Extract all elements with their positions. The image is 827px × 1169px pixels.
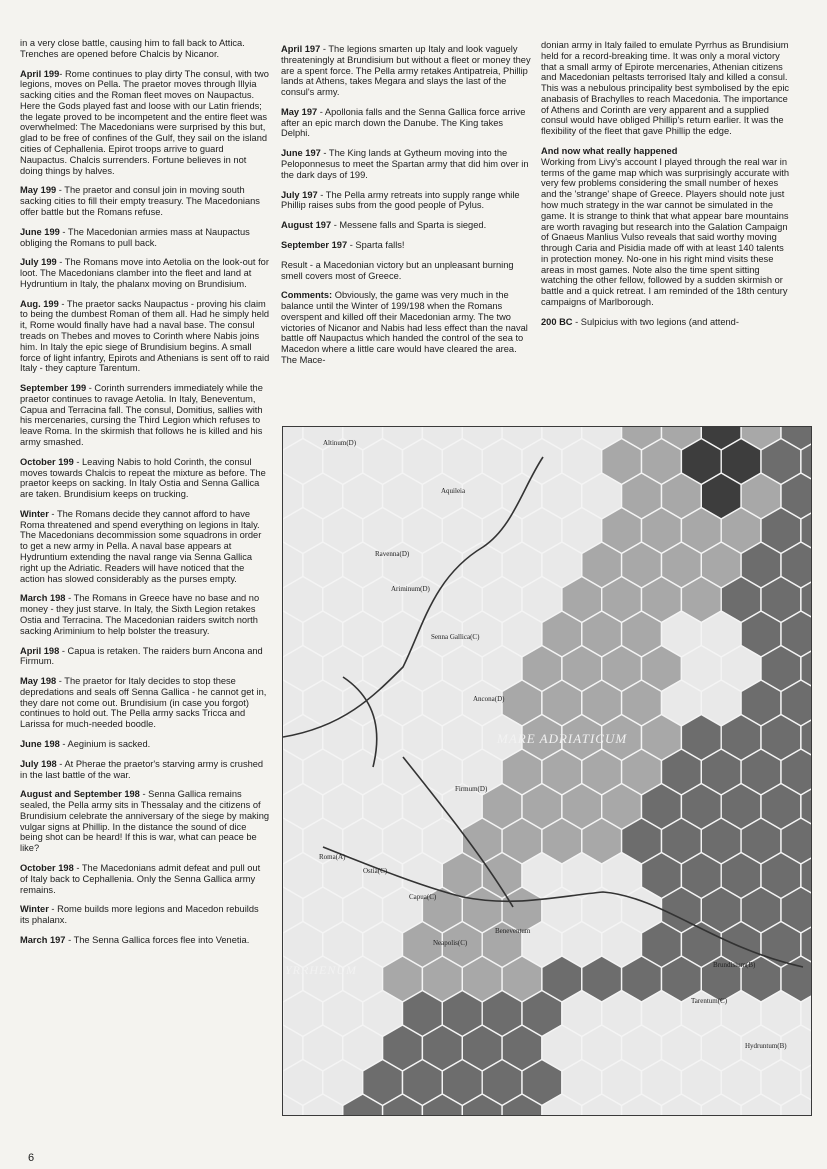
town-label: Firmum(D) bbox=[455, 785, 488, 793]
entry-text: - The Macedonians admit defeat and pull out of Italy back to Cephallenia. Only the Senna Gallica army remains. bbox=[20, 863, 261, 895]
diary-entry bbox=[281, 260, 531, 282]
diary-entry bbox=[20, 646, 270, 668]
town-label: Ostia(C) bbox=[363, 867, 388, 875]
entry-date: April 199 bbox=[20, 68, 60, 79]
town-label: Tarentum(C) bbox=[691, 997, 728, 1005]
hex-grid bbox=[283, 427, 811, 1115]
game-map bbox=[282, 426, 812, 1116]
entry-text: - The praetor sacks Naupactus - proving his claim to being the dumbest Roman of them all. Had he simply held it, Rome would finally have had a naval base. The consul treads on Thebes and moves to Corinth where Nabis joins him. In Italy the epic siege of Brundisium begins. A small force of light infantry, Epirots and Athenians is sent off to raid Italy - they capture Tarentum. bbox=[20, 298, 270, 374]
town-label: Ravenna(D) bbox=[375, 550, 410, 558]
column-3-body: Working from Livy's account I played through the real war in terms of the game map which was surprisingly accurate with very few problems considering the small number of hexes and the 'strange' shape of Greece. Players should note just how much strategy in the war cannot be simulated in the game. It is strange to think that what appear bare mountains are worth ravaging but research into the Galation Campaign of Gnaeus Manlius Vulso reveals that said worthy moving through Caria and Pisidia made off with at least 140 talents in protection money. No-one in his right mind visits these areas in most games. Note also the time spent sitting watching the other fellow, followed by a sudden skirmish or battle and a quick retreat. I am reminded of the 18th century campaigns of Marlborough. bbox=[541, 156, 790, 307]
town-label: Capua(C) bbox=[409, 893, 437, 901]
entry-text: - The Senna Gallica forces flee into Venetia. bbox=[65, 934, 250, 945]
diary-entry bbox=[281, 44, 531, 98]
page-number: 6 bbox=[28, 1152, 35, 1164]
diary-entry bbox=[281, 107, 531, 139]
entry-text: - The praetor for Italy decides to stop these depredations and seals off Senna Gallica - he cannot get in, they dare not come out. Brundisium (in case you forgot) continues to hold out. The Pella army sacks Tricca and Larissa for much-needed boodle. bbox=[20, 676, 267, 730]
diary-entry bbox=[20, 676, 270, 730]
entry-date: Aug. 199 bbox=[20, 298, 59, 309]
diary-entry bbox=[281, 148, 531, 180]
town-label: Hydruntum(B) bbox=[745, 1042, 787, 1050]
entry-text: - The Romans move into Aetolia on the look-out for loot. The Macedonians clamber into the fleet and land at Hydruntium in Italy, the phalanx moving on Brundisium. bbox=[20, 257, 269, 289]
entry-date: March 198 bbox=[20, 593, 66, 604]
town-label: Ancona(D) bbox=[473, 695, 505, 703]
entry-text: - Apollonia falls and the Senna Gallica force arrive after an epic march down the Danube. The King takes Delphi. bbox=[281, 106, 526, 139]
entry-text: - Corinth surrenders immediately while the praetor continues to ravage Aetolia. In Italy, Beneventum, Capua and Terracina fall. The consul, Domitius, sallies with his mercenaries, cursing the Third Legion which refuses to leave Roma. In the skirmish that follows he is killed and his army smashed. bbox=[20, 383, 263, 447]
diary-entry bbox=[20, 38, 270, 60]
entry-date: August 197 bbox=[281, 220, 332, 231]
sea-label-tyrrhenum: YRRHENUM bbox=[285, 963, 357, 977]
entry-date: July 199 bbox=[20, 257, 57, 268]
entry-date: Winter bbox=[20, 508, 49, 519]
entry-date: October 198 bbox=[20, 863, 74, 873]
entry-text: - Aeginium is sacked. bbox=[59, 738, 151, 749]
entry-date: August and September 198 bbox=[20, 789, 140, 800]
diary-entry bbox=[281, 190, 531, 212]
diary-entry bbox=[281, 240, 531, 251]
diary-entry bbox=[281, 290, 531, 365]
town-label: Altinum(D) bbox=[323, 439, 357, 447]
entry-text: in a very close battle, causing him to fall back to Attica. Trenches are opened before Chalcis by Nicanor. bbox=[20, 38, 245, 59]
diary-entry bbox=[20, 185, 270, 217]
entry-text: - Rome builds more legions and Macedon rebuilds its phalanx. bbox=[20, 904, 259, 926]
diary-entry bbox=[20, 299, 270, 374]
entry-text: Obviously, the game was very much in the balance until the Winter of 199/198 when the Romans overspent and killed off their Macedonian army. The two victories of Nicanor and Nabis had less effect than the naval battle off Naupactus which handed the control of the sea to Macedon where a little care would have cleared the area. The Mace- bbox=[281, 290, 528, 365]
entry-date: Winter bbox=[20, 904, 49, 915]
diary-entry bbox=[20, 759, 270, 781]
text-column-1 bbox=[20, 38, 270, 955]
entry-date: May 199 bbox=[20, 185, 57, 196]
entry-text: - Sulpicius with two legions (and attend- bbox=[572, 316, 739, 327]
entry-text: - The praetor and consul join in moving south sacking cities to fill their empty treasury. The Macedonians offer battle but the Romans refuse. bbox=[20, 185, 260, 217]
town-label: Senna Gallica(C) bbox=[431, 633, 480, 641]
entry-date: June 198 bbox=[20, 738, 60, 749]
entry-200bc bbox=[541, 317, 791, 328]
diary-entry bbox=[20, 904, 270, 926]
town-label: Ariminum(D) bbox=[391, 585, 430, 593]
entry-text: - The Macedonian armies mass at Naupactus obliging the Romans to pull back. bbox=[20, 226, 250, 248]
entry-date: May 198 bbox=[20, 676, 57, 687]
column-3-intro: donian army in Italy failed to emulate Pyrrhus as Brundisium held for a record-breaking time. It was only a moral victory that a small army of Epirote mercenaries, Athenian citizens and Macedonian peltasts terrorised Italy and killed a consul. This was a nebulous principality best symbolised by the epic anabasis of Brachylles to reach Macedonia. The importance of Athens and Corinth are very apparent and a supplied consul would have obliged Phillip's return earlier. It was the flexibility of the fleet that gave Phillip the edge. bbox=[541, 40, 790, 137]
entry-text: - Leaving Nabis to hold Corinth, the consul moves towards Chalcis to repeat the mixture as before. The praetor keeps on sacking. In Italy Ostia and Senna Gallica are taken. Brundisium keeps on trucking. bbox=[20, 456, 266, 500]
diary-entry bbox=[20, 935, 270, 946]
entry-date: September 197 bbox=[281, 239, 348, 250]
entry-text: - At Pherae the praetor's starving army is crushed in the last battle of the war. bbox=[20, 758, 264, 780]
entry-text: - The legions smarten up Italy and look vaguely threateningly at Brundisium but without a fleet or money they are a spent force. The Pella army retakes Antipatreia, Phillip lands at Athens, takes Megara and slays the last of the consul's army. bbox=[281, 44, 531, 98]
entry-text: - Messene falls and Sparta is sieged. bbox=[331, 220, 487, 231]
entry-date: June 197 bbox=[281, 148, 321, 159]
text-column-2 bbox=[281, 44, 531, 375]
diary-entry bbox=[20, 257, 270, 289]
diary-entry bbox=[20, 593, 270, 636]
entry-date: March 197 bbox=[20, 934, 66, 945]
entry-text: Result - a Macedonian victory but an unpleasant burning smell covers most of Greece. bbox=[281, 259, 514, 281]
entry-date: June 199 bbox=[20, 226, 60, 237]
town-label: Neapolis(C) bbox=[433, 939, 468, 947]
town-label: Roma(A) bbox=[319, 853, 346, 861]
sea-label-adriatic: MARE ADRIATICUM bbox=[497, 731, 628, 746]
diary-entry bbox=[20, 69, 270, 177]
text-column-3 bbox=[541, 40, 791, 337]
entry-date: April 197 bbox=[281, 44, 321, 54]
entry-date: September 199 bbox=[20, 383, 87, 394]
entry-date: April 198 bbox=[20, 645, 60, 656]
entry-date: July 198 bbox=[20, 758, 57, 769]
diary-entry bbox=[20, 227, 270, 249]
entry-date: Comments: bbox=[281, 290, 333, 301]
entry-date: May 197 bbox=[281, 106, 318, 117]
entry-text: - Sparta falls! bbox=[347, 239, 405, 250]
diary-entry bbox=[20, 509, 270, 584]
town-label: Brundisium(B) bbox=[713, 961, 756, 969]
entry-text: - Senna Gallica remains sealed, the Pella army sits in Thessalay and the citizens of Brundisium celebrate the anniversary of the siege by making vulgar signs at Phillip. In the distance the sound of dice being shot can be heard! If this is war, what can peace be like? bbox=[20, 789, 270, 854]
entry-text: - Rome continues to play dirty The consul, with two legions, moves on Pella. The praetor moves through Illyia sacking cities and the Roman fleet moves on Naupactus. Here the Gods played fast and loose with our Latin friends; the legate proved to be incompetent and the entire fleet was overwhelmed: The Macedonians were surprised by this but, glad to be free of confines of the Gulf, they sail on the island cities of Cephallenia. Epirot troops arrive to guard Naupactus. Chalcis surrenders. Fortune believes in not doing things by halves. bbox=[20, 68, 269, 176]
entry-date: 200 BC bbox=[541, 316, 573, 327]
diary-entry bbox=[20, 863, 270, 895]
entry-text: - The Romans decide they cannot afford to have Roma threatened and spend everything on legions in Italy. The Macedonians decommission some squadrons in order to get a new army in Pella. A naval base appears at Hydruntium extending the naval range via Senna Gallica right up the Adriatic. Readers will have noticed that the action has slowed considerably as the purses empty. bbox=[20, 508, 262, 584]
section-heading: And now what really happened bbox=[541, 146, 678, 157]
town-label: Beneventum bbox=[495, 927, 531, 935]
town-label: Aquileia bbox=[441, 487, 466, 495]
diary-entry bbox=[281, 220, 531, 231]
diary-entry bbox=[20, 457, 270, 500]
diary-entry bbox=[20, 739, 270, 750]
entry-text: - The Romans in Greece have no base and no money - they just starve. In Italy, the Sixth Legion retakes Ostia and Terracina. The Macedonian raiders switch north sacking Ariminium to help bolster the treasury. bbox=[20, 593, 260, 636]
entry-date: July 197 bbox=[281, 189, 318, 200]
diary-entry bbox=[20, 789, 270, 854]
entry-text: - The King lands at Gytheum moving into the Peloponnesus to meet the Spartan army that did him over in the dark days of 199. bbox=[281, 148, 529, 180]
entry-text: - Capua is retaken. The raiders burn Ancona and Firmum. bbox=[20, 645, 263, 667]
entry-date: October 199 bbox=[20, 456, 74, 467]
entry-text: - The Pella army retreats into supply range while Phillip raises subs from the good people of Pylus. bbox=[281, 189, 520, 211]
diary-entry bbox=[20, 383, 270, 448]
